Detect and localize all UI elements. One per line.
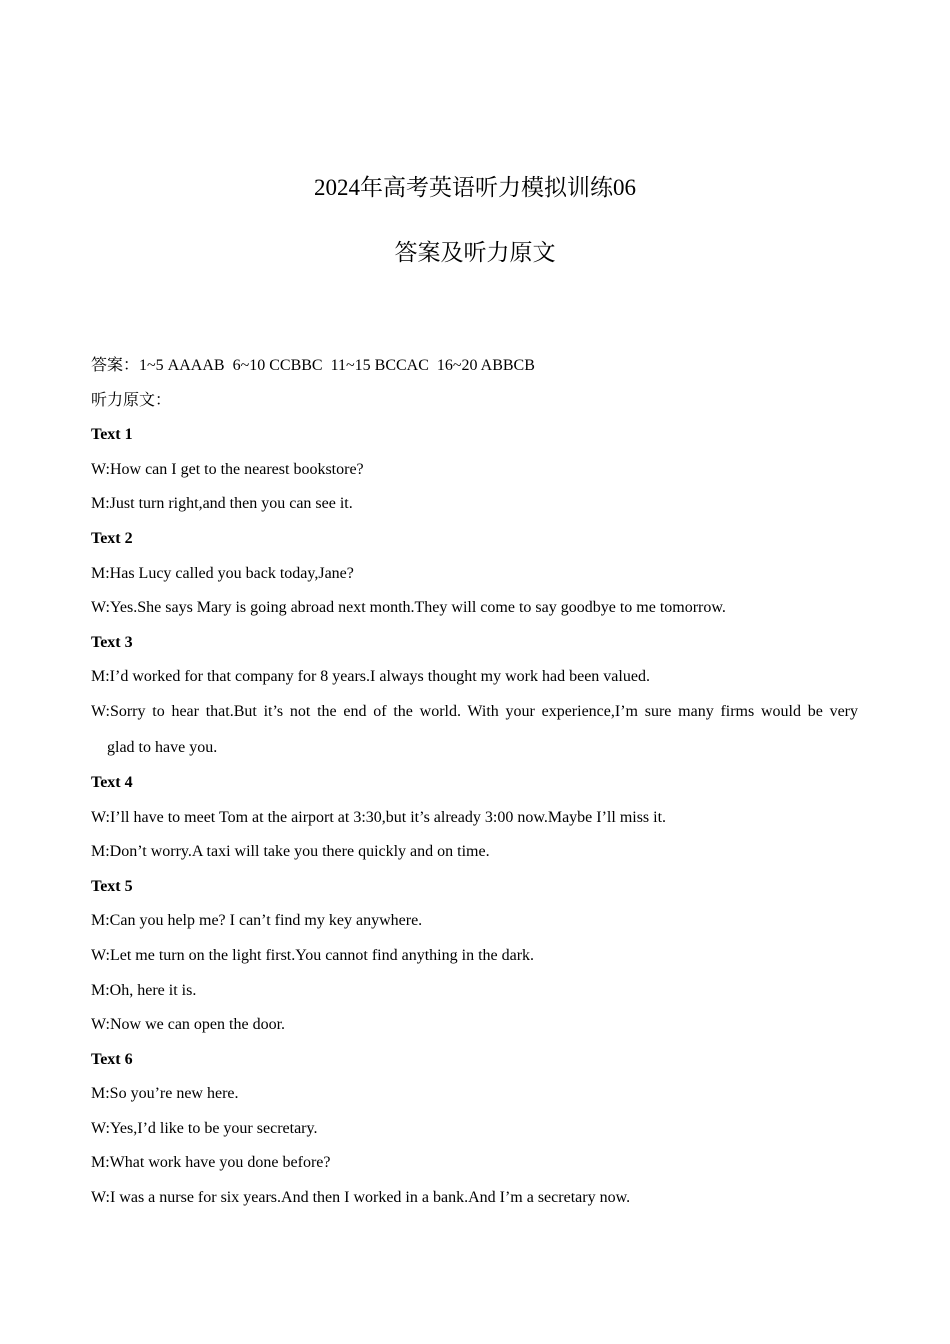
dialogue-line: W:Yes.She says Mary is going abroad next month.They will come to say goodbye to me tomorrow.: [91, 599, 726, 617]
answer-key-value: 1~5 AAAAB 6~10 CCBBC 11~15 BCCAC 16~20 ABBCB: [139, 357, 535, 374]
dialogue-line-continuation: glad to have you.: [107, 738, 218, 756]
text-heading: Text 6: [91, 1050, 133, 1068]
dialogue-line: W:Sorry to hear that.But it’s not the end of the world. With your experience,I’m sure many firms would be very: [91, 702, 858, 720]
text-heading: Text 1: [91, 426, 133, 444]
dialogue-line: M:Oh, here it is.: [91, 981, 197, 999]
dialogue-line: W:How can I get to the nearest bookstore?: [91, 460, 364, 478]
dialogue-line: W:Now we can open the door.: [91, 1016, 286, 1034]
answer-key-label: 答案：: [91, 357, 140, 374]
dialogue-line: M:Can you help me? I can’t find my key anywhere.: [91, 912, 423, 930]
text-heading: Text 4: [91, 773, 133, 791]
dialogue-line: W:Yes,I’d like to be your secretary.: [91, 1119, 318, 1137]
document-title: 2024年高考英语听力模拟训练06: [314, 175, 636, 200]
dialogue-line: W:I’ll have to meet Tom at the airport at 3:30,but it’s already 3:00 now.Maybe I’ll miss it.: [91, 808, 667, 826]
text-heading: Text 3: [91, 633, 133, 651]
answer-key-line: [91, 354, 858, 389]
text-heading: Text 5: [91, 877, 133, 895]
dialogue-line: M:Don’t worry.A taxi will take you there quickly and on time.: [91, 843, 490, 861]
dialogue-line: W:I was a nurse for six years.And then I worked in a bank.And I’m a secretary now.: [91, 1189, 631, 1207]
dialogue-line: M:Has Lucy called you back today,Jane?: [91, 564, 354, 582]
transcript-label: 听力原文：: [91, 391, 172, 409]
document-body: [91, 354, 858, 1221]
dialogue-line: M:Just turn right,and then you can see it.: [91, 495, 353, 513]
dialogue-line: M:So you’re new here.: [91, 1085, 239, 1103]
dialogue-line: M:I’d worked for that company for 8 years.I always thought my work had been valued.: [91, 668, 650, 686]
dialogue-line: W:Let me turn on the light first.You cannot find anything in the dark.: [91, 946, 535, 964]
document-subtitle: 答案及听力原文: [394, 240, 556, 265]
text-heading: Text 2: [91, 529, 133, 547]
dialogue-line: M:What work have you done before?: [91, 1154, 331, 1172]
